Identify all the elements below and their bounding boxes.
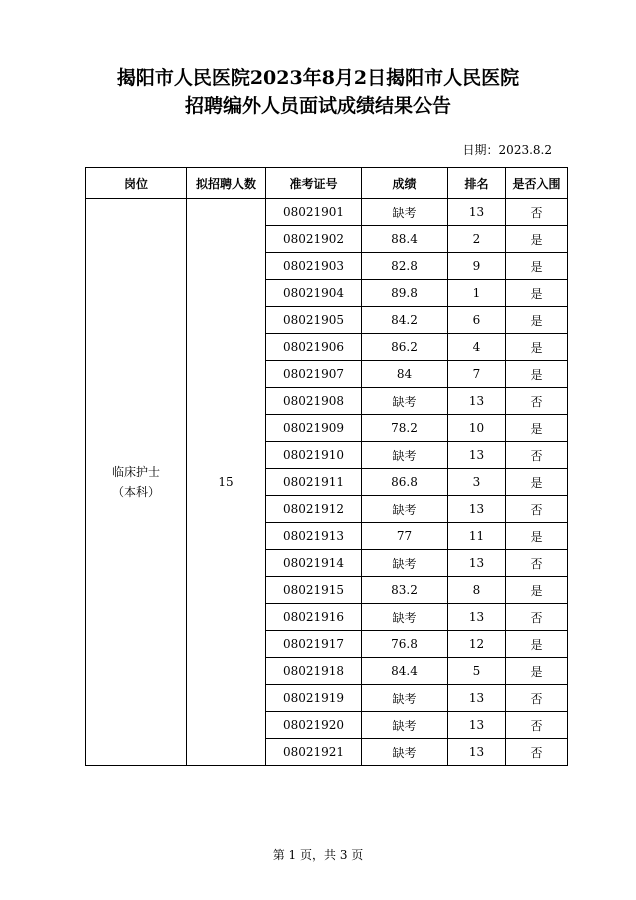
score-cell: 缺考 bbox=[362, 442, 448, 469]
qualified-cell: 否 bbox=[506, 685, 568, 712]
rank-cell: 6 bbox=[448, 307, 506, 334]
rank-cell: 13 bbox=[448, 199, 506, 226]
rank-cell: 1 bbox=[448, 280, 506, 307]
exam-id-cell: 08021914 bbox=[266, 550, 362, 577]
score-cell: 84 bbox=[362, 361, 448, 388]
rank-cell: 8 bbox=[448, 577, 506, 604]
score-cell: 89.8 bbox=[362, 280, 448, 307]
qualified-cell: 是 bbox=[506, 307, 568, 334]
qualified-cell: 否 bbox=[506, 739, 568, 766]
rank-cell: 9 bbox=[448, 253, 506, 280]
qualified-cell: 是 bbox=[506, 469, 568, 496]
announcement-date: 日期：2023.8.2 bbox=[462, 143, 552, 157]
rank-cell: 3 bbox=[448, 469, 506, 496]
document-title-line1: 揭阳市人民医院2023年8月2日揭阳市人民医院 bbox=[116, 67, 520, 89]
qualified-cell: 否 bbox=[506, 604, 568, 631]
score-cell: 77 bbox=[362, 523, 448, 550]
rank-cell: 13 bbox=[448, 442, 506, 469]
position-name: 临床护士 bbox=[111, 465, 160, 479]
qualified-cell: 是 bbox=[506, 631, 568, 658]
exam-id-cell: 08021912 bbox=[266, 496, 362, 523]
header-qualified: 是否入围 bbox=[506, 168, 568, 199]
qualified-cell: 否 bbox=[506, 496, 568, 523]
exam-id-cell: 08021911 bbox=[266, 469, 362, 496]
position-cell bbox=[86, 199, 187, 766]
score-cell: 86.2 bbox=[362, 334, 448, 361]
qualified-cell: 否 bbox=[506, 199, 568, 226]
rank-cell: 10 bbox=[448, 415, 506, 442]
exam-id-cell: 08021910 bbox=[266, 442, 362, 469]
qualified-cell: 否 bbox=[506, 388, 568, 415]
score-cell: 缺考 bbox=[362, 199, 448, 226]
qualified-cell: 否 bbox=[506, 442, 568, 469]
score-cell: 缺考 bbox=[362, 496, 448, 523]
exam-id-cell: 08021916 bbox=[266, 604, 362, 631]
score-cell: 86.8 bbox=[362, 469, 448, 496]
score-cell: 缺考 bbox=[362, 604, 448, 631]
qualified-cell: 否 bbox=[506, 712, 568, 739]
planned-count-cell: 15 bbox=[187, 199, 266, 766]
exam-id-cell: 08021908 bbox=[266, 388, 362, 415]
rank-cell: 13 bbox=[448, 388, 506, 415]
score-cell: 缺考 bbox=[362, 685, 448, 712]
qualified-cell: 是 bbox=[506, 415, 568, 442]
rank-cell: 13 bbox=[448, 550, 506, 577]
score-cell: 84.2 bbox=[362, 307, 448, 334]
score-cell: 缺考 bbox=[362, 550, 448, 577]
score-cell: 84.4 bbox=[362, 658, 448, 685]
qualified-cell: 是 bbox=[506, 334, 568, 361]
exam-id-cell: 08021905 bbox=[266, 307, 362, 334]
exam-id-cell: 08021904 bbox=[266, 280, 362, 307]
qualified-cell: 是 bbox=[506, 523, 568, 550]
header-score: 成绩 bbox=[362, 168, 448, 199]
table-row bbox=[86, 199, 568, 226]
exam-id-cell: 08021921 bbox=[266, 739, 362, 766]
header-exam-id: 准考证号 bbox=[266, 168, 362, 199]
exam-id-cell: 08021913 bbox=[266, 523, 362, 550]
score-cell: 缺考 bbox=[362, 739, 448, 766]
score-cell: 缺考 bbox=[362, 388, 448, 415]
score-cell: 缺考 bbox=[362, 712, 448, 739]
exam-id-cell: 08021919 bbox=[266, 685, 362, 712]
page-footer: 第 1 页，共 3 页 bbox=[272, 848, 364, 862]
exam-id-cell: 08021903 bbox=[266, 253, 362, 280]
rank-cell: 2 bbox=[448, 226, 506, 253]
rank-cell: 13 bbox=[448, 685, 506, 712]
qualified-cell: 否 bbox=[506, 550, 568, 577]
exam-id-cell: 08021901 bbox=[266, 199, 362, 226]
rank-cell: 7 bbox=[448, 361, 506, 388]
qualified-cell: 是 bbox=[506, 280, 568, 307]
exam-id-cell: 08021915 bbox=[266, 577, 362, 604]
score-cell: 78.2 bbox=[362, 415, 448, 442]
exam-id-cell: 08021909 bbox=[266, 415, 362, 442]
exam-id-cell: 08021918 bbox=[266, 658, 362, 685]
score-cell: 82.8 bbox=[362, 253, 448, 280]
header-position: 岗位 bbox=[86, 168, 187, 199]
document-title-line2: 招聘编外人员面试成绩结果公告 bbox=[184, 95, 451, 117]
results-table bbox=[85, 167, 568, 766]
rank-cell: 4 bbox=[448, 334, 506, 361]
exam-id-cell: 08021917 bbox=[266, 631, 362, 658]
rank-cell: 13 bbox=[448, 496, 506, 523]
header-planned-count: 拟招聘人数 bbox=[187, 168, 266, 199]
header-rank: 排名 bbox=[448, 168, 506, 199]
qualified-cell: 是 bbox=[506, 577, 568, 604]
qualified-cell: 是 bbox=[506, 226, 568, 253]
qualified-cell: 是 bbox=[506, 658, 568, 685]
exam-id-cell: 08021907 bbox=[266, 361, 362, 388]
rank-cell: 13 bbox=[448, 604, 506, 631]
exam-id-cell: 08021906 bbox=[266, 334, 362, 361]
rank-cell: 11 bbox=[448, 523, 506, 550]
rank-cell: 13 bbox=[448, 739, 506, 766]
rank-cell: 13 bbox=[448, 712, 506, 739]
table-header-row bbox=[86, 168, 568, 199]
position-degree: （本科） bbox=[111, 485, 160, 499]
rank-cell: 12 bbox=[448, 631, 506, 658]
score-cell: 76.8 bbox=[362, 631, 448, 658]
exam-id-cell: 08021902 bbox=[266, 226, 362, 253]
rank-cell: 5 bbox=[448, 658, 506, 685]
qualified-cell: 是 bbox=[506, 361, 568, 388]
score-cell: 83.2 bbox=[362, 577, 448, 604]
exam-id-cell: 08021920 bbox=[266, 712, 362, 739]
score-cell: 88.4 bbox=[362, 226, 448, 253]
qualified-cell: 是 bbox=[506, 253, 568, 280]
